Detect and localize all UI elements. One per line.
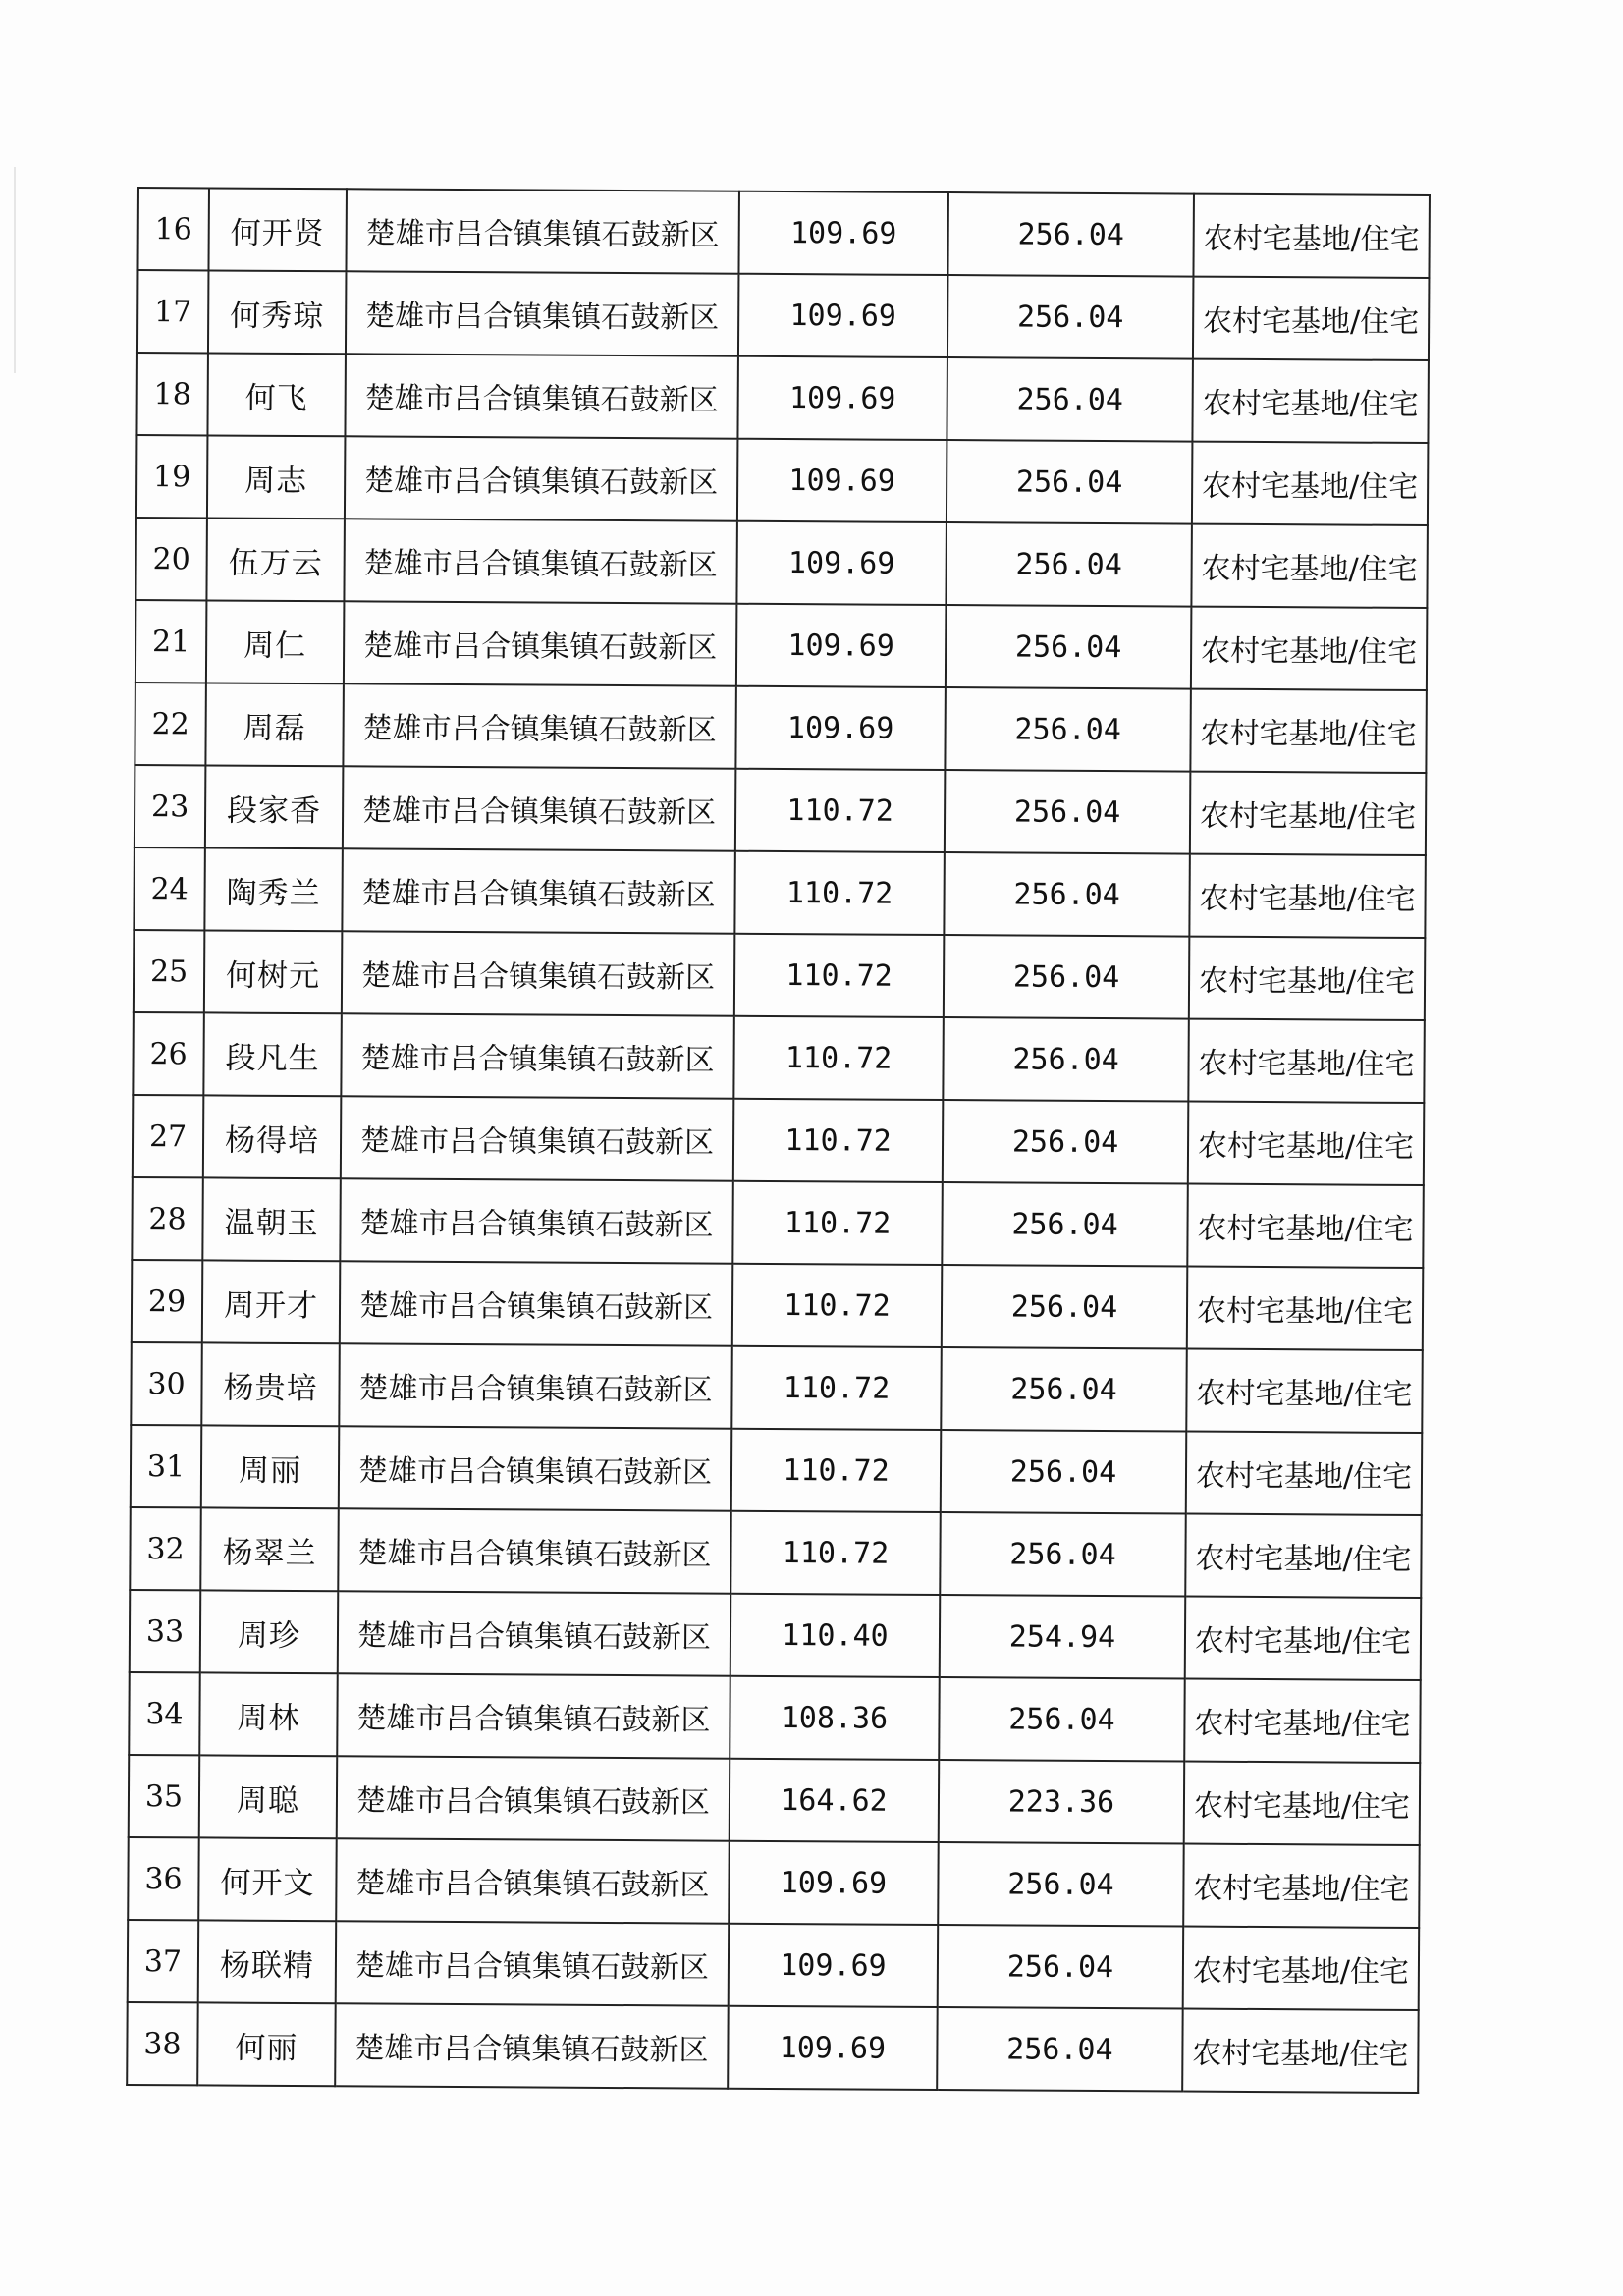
land-use-cell: 农村宅基地/住宅 bbox=[1193, 194, 1430, 278]
location-cell: 楚雄市吕合镇集镇石鼓新区 bbox=[337, 1673, 730, 1758]
location-cell: 楚雄市吕合镇集镇石鼓新区 bbox=[340, 1178, 733, 1263]
area-value-2-cell: 256.04 bbox=[947, 357, 1193, 442]
land-use-cell: 农村宅基地/住宅 bbox=[1188, 1102, 1425, 1185]
row-number-cell: 22 bbox=[135, 683, 206, 765]
location-cell: 楚雄市吕合镇集镇石鼓新区 bbox=[343, 683, 736, 768]
table-row bbox=[130, 1507, 1421, 1598]
row-number-cell: 38 bbox=[127, 2002, 198, 2085]
area-value-2-cell: 256.04 bbox=[939, 1677, 1185, 1762]
row-number-cell: 19 bbox=[136, 435, 208, 518]
area-value-2-cell: 254.94 bbox=[940, 1595, 1186, 1679]
area-value-1-cell: 110.72 bbox=[734, 934, 945, 1017]
row-number-cell: 30 bbox=[131, 1342, 202, 1425]
area-value-2-cell: 256.04 bbox=[941, 1347, 1187, 1432]
location-cell: 楚雄市吕合镇集镇石鼓新区 bbox=[344, 601, 737, 685]
row-number-cell: 20 bbox=[135, 518, 207, 600]
location-cell: 楚雄市吕合镇集镇石鼓新区 bbox=[336, 1838, 730, 1923]
land-use-cell: 农村宅基地/住宅 bbox=[1186, 1349, 1423, 1433]
area-value-2-cell: 256.04 bbox=[940, 1512, 1186, 1597]
scan-edge-mark bbox=[14, 167, 16, 373]
row-number-cell: 16 bbox=[137, 188, 209, 270]
land-use-cell: 农村宅基地/住宅 bbox=[1193, 277, 1430, 360]
land-use-cell: 农村宅基地/住宅 bbox=[1186, 1432, 1423, 1515]
area-value-2-cell: 256.04 bbox=[938, 1925, 1184, 2009]
row-number-cell: 18 bbox=[136, 353, 208, 435]
area-value-1-cell: 109.69 bbox=[738, 274, 948, 357]
area-value-2-cell: 256.04 bbox=[938, 1842, 1184, 1927]
owner-name-cell: 何飞 bbox=[207, 353, 346, 436]
land-use-cell: 农村宅基地/住宅 bbox=[1182, 2009, 1419, 2093]
area-value-2-cell: 256.04 bbox=[944, 935, 1190, 1019]
owner-name-cell: 段家香 bbox=[205, 765, 344, 848]
row-number-cell: 24 bbox=[134, 847, 205, 930]
land-use-cell: 农村宅基地/住宅 bbox=[1189, 854, 1426, 938]
location-cell: 楚雄市吕合镇集镇石鼓新区 bbox=[345, 436, 738, 520]
area-value-2-cell: 256.04 bbox=[946, 522, 1192, 607]
area-value-2-cell: 256.04 bbox=[946, 605, 1192, 689]
table-row bbox=[128, 1837, 1419, 1928]
area-value-2-cell: 256.04 bbox=[945, 687, 1191, 772]
table-row bbox=[135, 600, 1427, 690]
row-number-cell: 32 bbox=[130, 1507, 201, 1590]
land-registry-table-container bbox=[126, 187, 1429, 2094]
area-value-1-cell: 110.72 bbox=[733, 1016, 944, 1100]
owner-name-cell: 杨贵培 bbox=[201, 1342, 340, 1426]
land-use-cell: 农村宅基地/住宅 bbox=[1188, 1019, 1425, 1103]
row-number-cell: 17 bbox=[137, 270, 209, 353]
table-row bbox=[134, 847, 1425, 938]
area-value-1-cell: 110.72 bbox=[733, 1099, 944, 1182]
table-row bbox=[132, 1260, 1423, 1350]
area-value-1-cell: 108.36 bbox=[730, 1676, 940, 1760]
land-registry-table bbox=[126, 187, 1431, 2094]
location-cell: 楚雄市吕合镇集镇石鼓新区 bbox=[339, 1343, 732, 1428]
location-cell: 楚雄市吕合镇集镇石鼓新区 bbox=[336, 1921, 730, 2005]
area-value-1-cell: 109.69 bbox=[735, 686, 946, 770]
area-value-2-cell: 256.04 bbox=[937, 2007, 1183, 2092]
land-use-cell: 农村宅基地/住宅 bbox=[1184, 1762, 1421, 1845]
area-value-2-cell: 256.04 bbox=[947, 440, 1193, 524]
row-number-cell: 31 bbox=[131, 1425, 202, 1507]
owner-name-cell: 何树元 bbox=[204, 930, 343, 1013]
table-row bbox=[128, 1920, 1419, 2010]
owner-name-cell: 陶秀兰 bbox=[204, 847, 343, 931]
area-value-1-cell: 109.69 bbox=[738, 191, 948, 275]
table-row bbox=[131, 1342, 1422, 1433]
land-use-cell: 农村宅基地/住宅 bbox=[1191, 607, 1428, 690]
table-row bbox=[134, 930, 1425, 1020]
area-value-2-cell: 256.04 bbox=[942, 1265, 1188, 1349]
owner-name-cell: 何开文 bbox=[198, 1837, 337, 1921]
area-value-1-cell: 109.69 bbox=[728, 2006, 938, 2090]
area-value-1-cell: 110.72 bbox=[730, 1511, 941, 1595]
land-use-cell: 农村宅基地/住宅 bbox=[1189, 937, 1426, 1020]
area-value-1-cell: 109.69 bbox=[729, 1924, 939, 2007]
location-cell: 楚雄市吕合镇集镇石鼓新区 bbox=[346, 189, 739, 273]
owner-name-cell: 杨翠兰 bbox=[200, 1507, 339, 1591]
table-row bbox=[136, 353, 1428, 443]
location-cell: 楚雄市吕合镇集镇石鼓新区 bbox=[345, 354, 738, 438]
row-number-cell: 33 bbox=[130, 1590, 201, 1672]
table-row bbox=[127, 2002, 1418, 2093]
area-value-1-cell: 110.72 bbox=[731, 1346, 942, 1430]
table-row bbox=[135, 518, 1427, 608]
owner-name-cell: 周丽 bbox=[201, 1425, 340, 1508]
land-use-cell: 农村宅基地/住宅 bbox=[1183, 1927, 1420, 2010]
area-value-2-cell: 256.04 bbox=[945, 770, 1191, 854]
land-use-cell: 农村宅基地/住宅 bbox=[1190, 772, 1427, 855]
owner-name-cell: 伍万云 bbox=[206, 518, 345, 601]
owner-name-cell: 周志 bbox=[207, 435, 346, 519]
row-number-cell: 34 bbox=[129, 1672, 200, 1755]
location-cell: 楚雄市吕合镇集镇石鼓新区 bbox=[338, 1508, 731, 1593]
owner-name-cell: 周开才 bbox=[202, 1260, 341, 1343]
area-value-1-cell: 109.69 bbox=[737, 439, 947, 522]
owner-name-cell: 杨联精 bbox=[198, 1920, 337, 2003]
owner-name-cell: 何丽 bbox=[197, 2002, 336, 2086]
table-row bbox=[137, 270, 1429, 360]
area-value-2-cell: 256.04 bbox=[943, 1100, 1189, 1184]
area-value-1-cell: 164.62 bbox=[730, 1759, 940, 1842]
area-value-2-cell: 256.04 bbox=[944, 852, 1190, 937]
location-cell: 楚雄市吕合镇集镇石鼓新区 bbox=[335, 2003, 729, 2088]
area-value-2-cell: 256.04 bbox=[943, 1017, 1189, 1102]
location-cell: 楚雄市吕合镇集镇石鼓新区 bbox=[339, 1426, 732, 1510]
land-use-cell: 农村宅基地/住宅 bbox=[1187, 1267, 1424, 1350]
owner-name-cell: 何开贤 bbox=[208, 188, 347, 271]
land-use-cell: 农村宅基地/住宅 bbox=[1192, 442, 1429, 525]
owner-name-cell: 周珍 bbox=[200, 1590, 339, 1673]
area-value-1-cell: 110.40 bbox=[730, 1594, 941, 1677]
owner-name-cell: 温朝玉 bbox=[202, 1177, 341, 1261]
area-value-1-cell: 110.72 bbox=[732, 1181, 943, 1265]
location-cell: 楚雄市吕合镇集镇石鼓新区 bbox=[344, 519, 737, 603]
table-row bbox=[132, 1177, 1423, 1268]
land-use-cell: 农村宅基地/住宅 bbox=[1185, 1597, 1422, 1680]
area-value-1-cell: 110.72 bbox=[731, 1429, 942, 1512]
table-row bbox=[136, 435, 1428, 525]
table-row bbox=[137, 188, 1429, 278]
area-value-1-cell: 110.72 bbox=[735, 769, 946, 852]
owner-name-cell: 周仁 bbox=[206, 600, 345, 683]
owner-name-cell: 段凡生 bbox=[203, 1012, 342, 1096]
owner-name-cell: 周磊 bbox=[205, 683, 344, 766]
table-row bbox=[129, 1755, 1420, 1845]
table-row bbox=[129, 1672, 1420, 1763]
row-number-cell: 28 bbox=[132, 1177, 203, 1260]
location-cell: 楚雄市吕合镇集镇石鼓新区 bbox=[337, 1756, 730, 1840]
table-row bbox=[133, 1012, 1424, 1103]
row-number-cell: 36 bbox=[128, 1837, 199, 1920]
area-value-1-cell: 109.69 bbox=[736, 521, 947, 605]
land-use-cell: 农村宅基地/住宅 bbox=[1185, 1514, 1422, 1598]
owner-name-cell: 杨得培 bbox=[203, 1095, 342, 1178]
row-number-cell: 29 bbox=[132, 1260, 203, 1342]
land-use-cell: 农村宅基地/住宅 bbox=[1191, 524, 1428, 608]
row-number-cell: 27 bbox=[133, 1095, 204, 1177]
area-value-2-cell: 256.04 bbox=[947, 275, 1194, 359]
area-value-2-cell: 256.04 bbox=[942, 1182, 1188, 1267]
area-value-1-cell: 109.69 bbox=[729, 1841, 939, 1925]
owner-name-cell: 周聪 bbox=[199, 1755, 338, 1838]
area-value-1-cell: 109.69 bbox=[737, 356, 947, 440]
area-value-1-cell: 109.69 bbox=[736, 604, 947, 687]
land-use-cell: 农村宅基地/住宅 bbox=[1183, 1844, 1420, 1928]
row-number-cell: 37 bbox=[128, 1920, 199, 2002]
area-value-1-cell: 110.72 bbox=[734, 851, 945, 935]
area-value-2-cell: 223.36 bbox=[939, 1760, 1185, 1844]
table-body bbox=[127, 188, 1430, 2093]
location-cell: 楚雄市吕合镇集镇石鼓新区 bbox=[341, 1096, 734, 1180]
land-use-cell: 农村宅基地/住宅 bbox=[1190, 689, 1427, 773]
location-cell: 楚雄市吕合镇集镇石鼓新区 bbox=[338, 1591, 731, 1675]
location-cell: 楚雄市吕合镇集镇石鼓新区 bbox=[341, 1013, 734, 1098]
table-row bbox=[135, 683, 1426, 773]
area-value-2-cell: 256.04 bbox=[947, 192, 1194, 277]
table-row bbox=[133, 1095, 1424, 1185]
row-number-cell: 35 bbox=[129, 1755, 200, 1837]
row-number-cell: 23 bbox=[135, 765, 206, 847]
land-use-cell: 农村宅基地/住宅 bbox=[1187, 1184, 1424, 1268]
table-row bbox=[131, 1425, 1422, 1515]
table-row bbox=[135, 765, 1426, 855]
owner-name-cell: 周林 bbox=[199, 1672, 338, 1756]
location-cell: 楚雄市吕合镇集镇石鼓新区 bbox=[340, 1261, 733, 1345]
location-cell: 楚雄市吕合镇集镇石鼓新区 bbox=[346, 271, 739, 355]
area-value-1-cell: 110.72 bbox=[732, 1264, 943, 1347]
row-number-cell: 25 bbox=[134, 930, 205, 1012]
row-number-cell: 26 bbox=[133, 1012, 204, 1095]
table-row bbox=[130, 1590, 1421, 1680]
land-use-cell: 农村宅基地/住宅 bbox=[1184, 1679, 1421, 1763]
land-use-cell: 农村宅基地/住宅 bbox=[1192, 359, 1429, 443]
owner-name-cell: 何秀琼 bbox=[208, 270, 347, 354]
row-number-cell: 21 bbox=[135, 600, 207, 683]
location-cell: 楚雄市吕合镇集镇石鼓新区 bbox=[342, 931, 735, 1015]
location-cell: 楚雄市吕合镇集镇石鼓新区 bbox=[342, 848, 735, 933]
area-value-2-cell: 256.04 bbox=[941, 1430, 1187, 1514]
location-cell: 楚雄市吕合镇集镇石鼓新区 bbox=[343, 766, 736, 850]
